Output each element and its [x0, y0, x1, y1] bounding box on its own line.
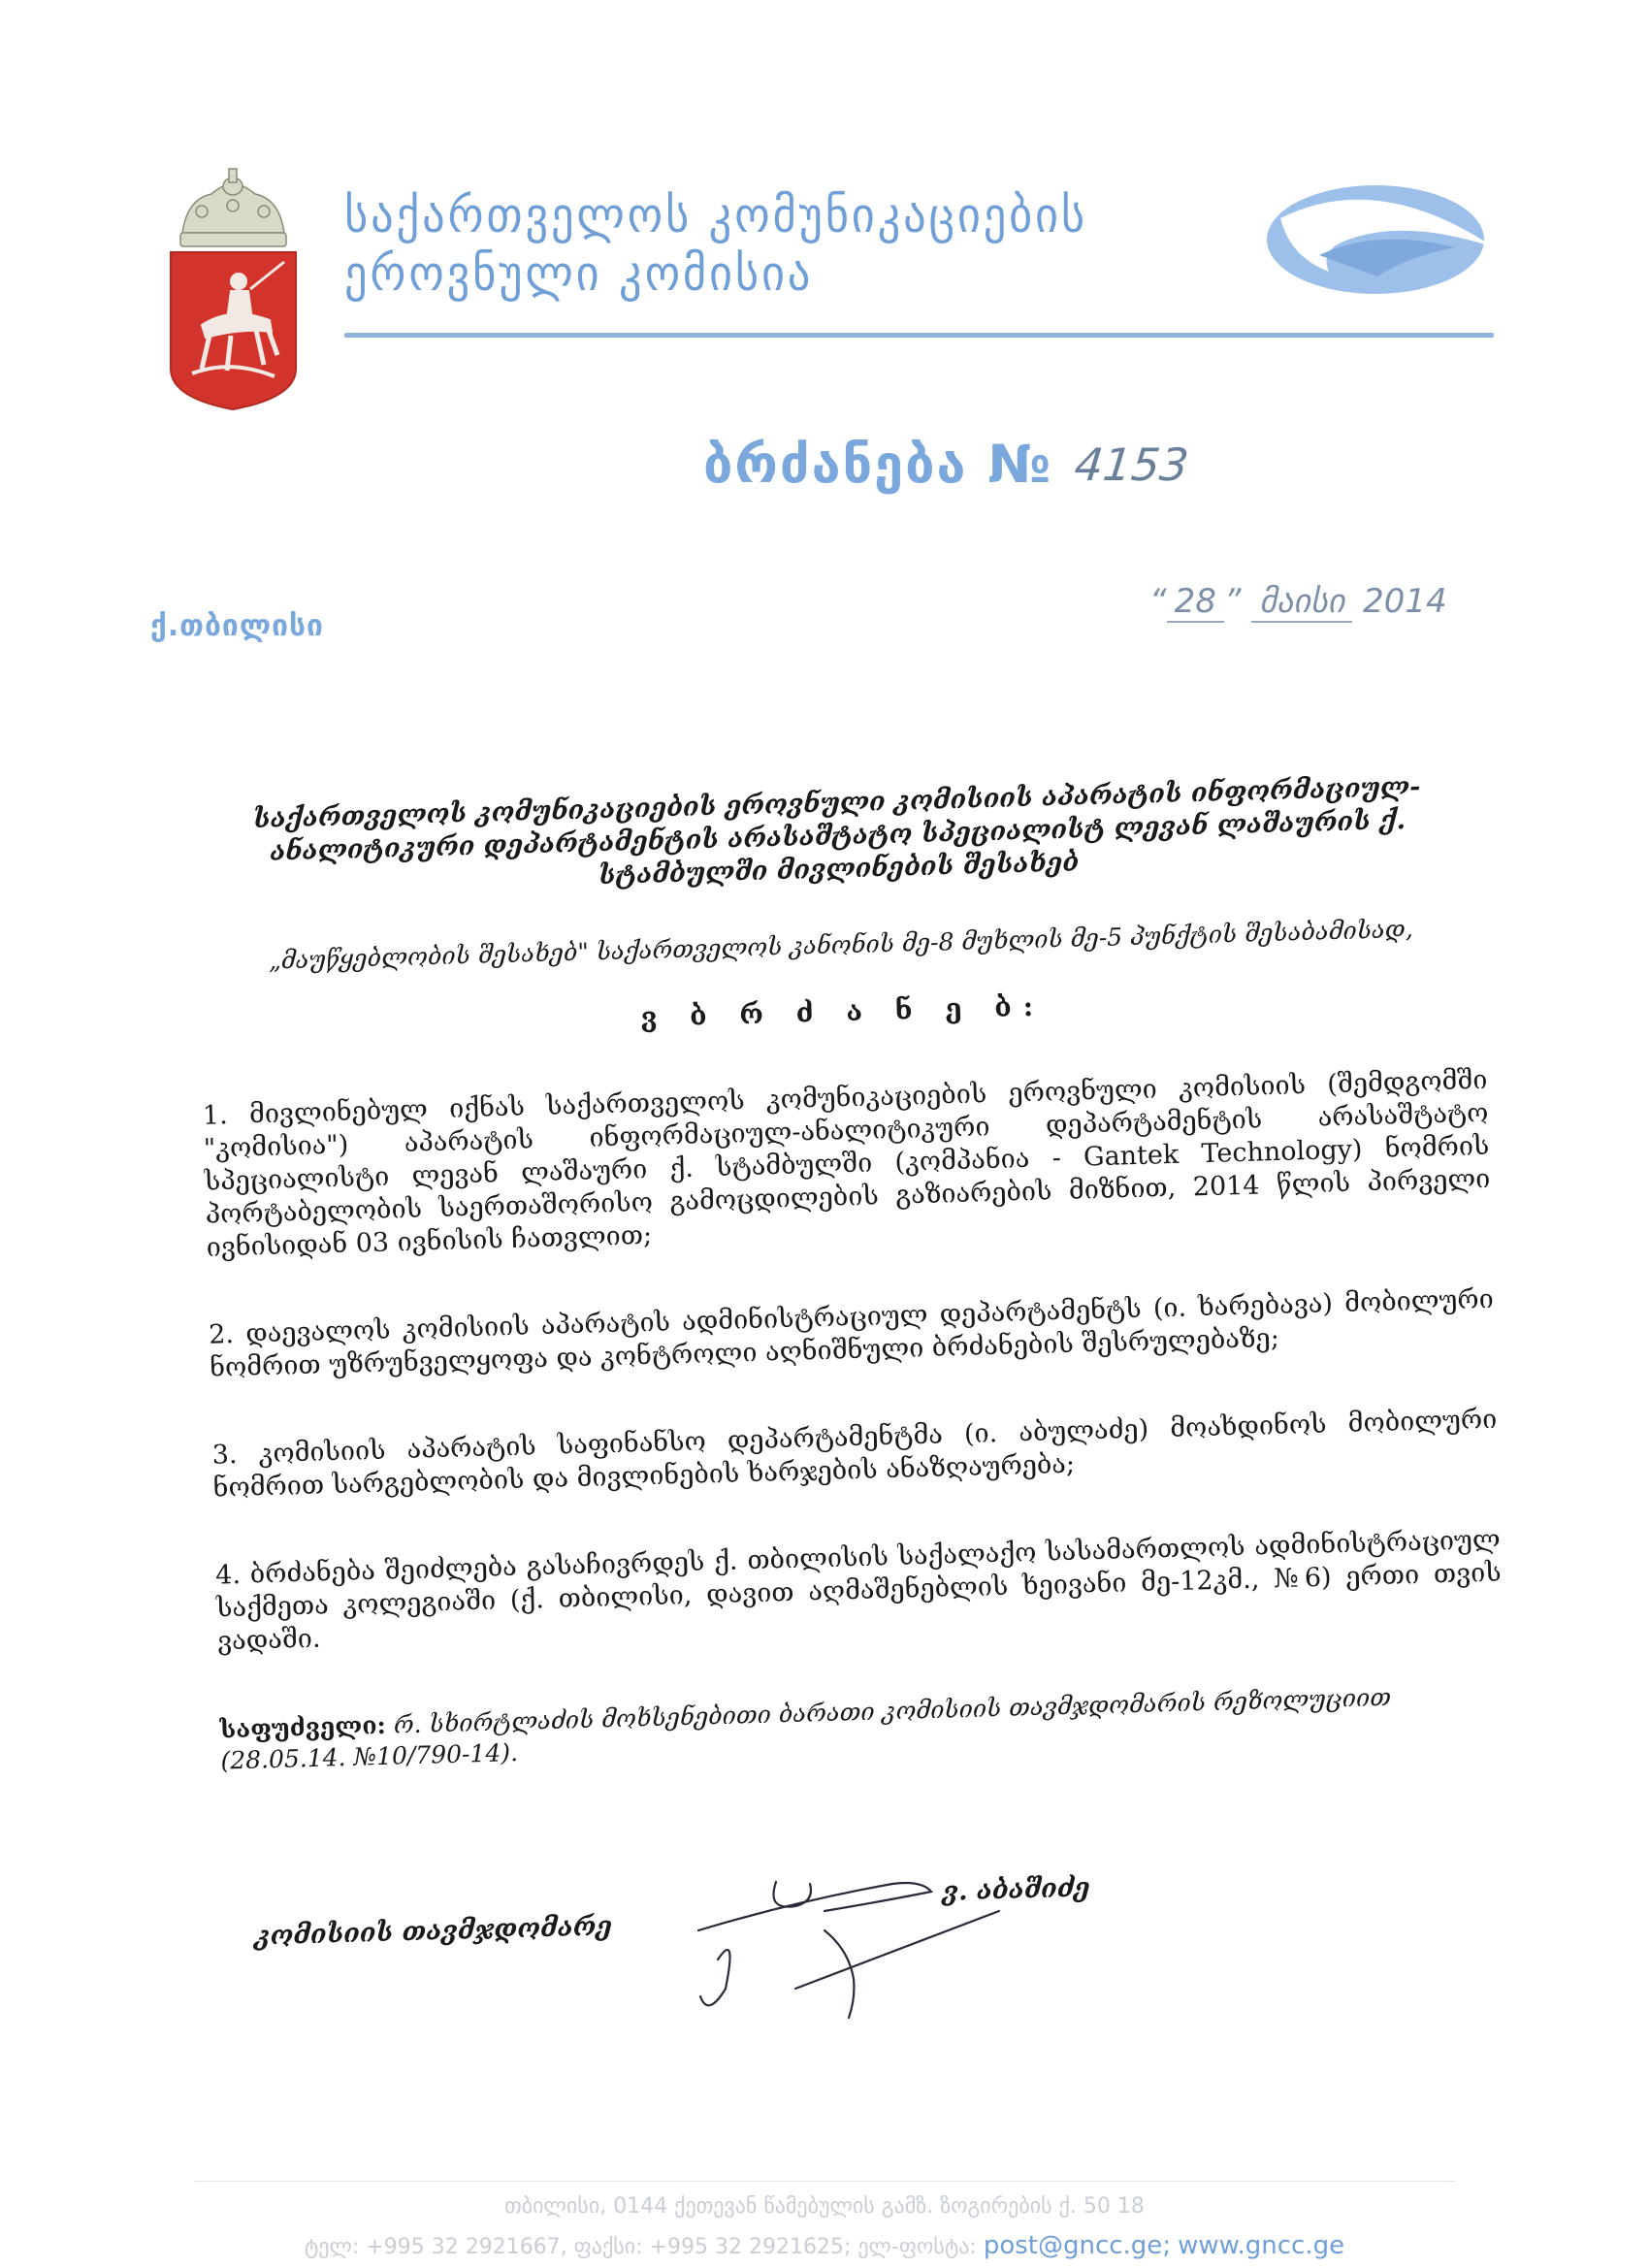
footer-separator: ;	[1162, 2231, 1172, 2260]
order-subject: საქართველოს კომუნიკაციების ეროვნული კომისიის აპარატის ინფორმაციულ-ანალიტიკური დეპარტამენტის არასაშტატო სპეციალისტ ლევან ლაშაურის ქ. სტამბულში მივლინების შესახებ	[252, 771, 1421, 891]
order-item: 1. მივლინებულ იქნას საქართველოს კომუნიკაციების ეროვნული კომისიის (შემდგომში "კომისია") აპარატის ინფორმაციულ-ანალიტიკური დეპარტამენტის არასაშტატო სპეციალისტი ლევან ლაშაური ქ. სტამბულში (კომპანია - Gantek Technology) ნომრის პორტაბელობის საერთაშორისო გამოცდილების გაზიარების მიზნით, 2014 წლის პირველი ივნისიდან 03 ივნისის ჩათვლით;	[202, 1064, 1491, 1263]
footer-phones: ტელ: +995 32 2921667, ფაქსი: +995 32 2921625; ელ-ფოსტა:	[304, 2235, 977, 2259]
order-number: 4153	[1072, 438, 1191, 491]
organization-name-line2: ეროვნული კომისია	[344, 245, 814, 302]
footer-website[interactable]: www.gncc.ge	[1178, 2231, 1345, 2260]
order-body	[194, 769, 1511, 1971]
order-item: 2. დაევალოს კომისიის აპარატის ადმინისტრაციულ დეპარტამენტს (ი. ხარებავა) მობილური ნომრით უზრუნველყოფა და კონტროლი აღნიშნული ბრძანების შესრულებაზე;	[208, 1283, 1495, 1383]
place-of-issue: ქ.თბილისი	[150, 609, 324, 643]
coat-of-arms-emblem	[163, 165, 304, 412]
order-title: ბრძანება №	[703, 434, 1053, 495]
issue-date: “ 28 ” მაისი 2014	[1149, 582, 1447, 621]
handwritten-signature	[679, 1872, 1048, 2037]
organization-name	[344, 186, 1087, 303]
footer-address: თბილისი, 0144 ქეთევან წამებულის გამზ. ზოგირების ქ. 50 18	[504, 2194, 1145, 2219]
gncc-logo	[1261, 179, 1499, 306]
date-year: 2014	[1363, 582, 1447, 621]
foundation-note	[219, 1679, 1505, 1777]
signatory-name: ვ. აბაშიძე	[942, 1872, 1091, 1907]
legal-basis: „მაუწყებლობის შესახებ" საქართველოს კანონის მე-8 მუხლის მე-5 პუნქტის შესაბამისად,	[268, 914, 1414, 975]
foundation-label: საფუძველი:	[219, 1710, 387, 1744]
order-item: 4. ბრძანება შეიძლება გასაჩივრდეს ქ. თბილისის საქალაქო სასამართლოს ადმინისტრაციულ საქმეთა კოლეგიაში (ქ. თბილისი, დავით აღმაშენებლის ხეივანი მე-12კმ., №6) ერთი თვის ვადაში.	[214, 1524, 1503, 1657]
footer-divider	[194, 2181, 1455, 2182]
footer-contacts	[0, 2231, 1649, 2260]
date-day: 28	[1167, 582, 1224, 623]
signatory-title: კომისიის თავმჯდომარე	[254, 1911, 613, 1952]
order-item: 3. კომისიის აპარატის საფინანსო დეპარტამენტმა (ი. აბულაძე) მოახდინოს მობილური ნომრით სარგებლობის და მივლინების ხარჯების ანაზღაურება;	[211, 1404, 1498, 1504]
decree-heading: ვ ბ რ ძ ა ნ ე ბ:	[639, 989, 1046, 1034]
date-month: მაისი	[1251, 582, 1352, 623]
footer-email[interactable]: post@gncc.ge	[983, 2231, 1163, 2260]
letterhead-divider	[344, 333, 1494, 338]
foundation-text: რ. სხირტლაძის მოხსენებითი ბარათი კომისიის თავმჯდომარის რეზოლუციით (28.05.14. №10/790-14).	[220, 1682, 1392, 1775]
organization-name-line1: საქართველოს კომუნიკაციების	[344, 187, 1087, 243]
